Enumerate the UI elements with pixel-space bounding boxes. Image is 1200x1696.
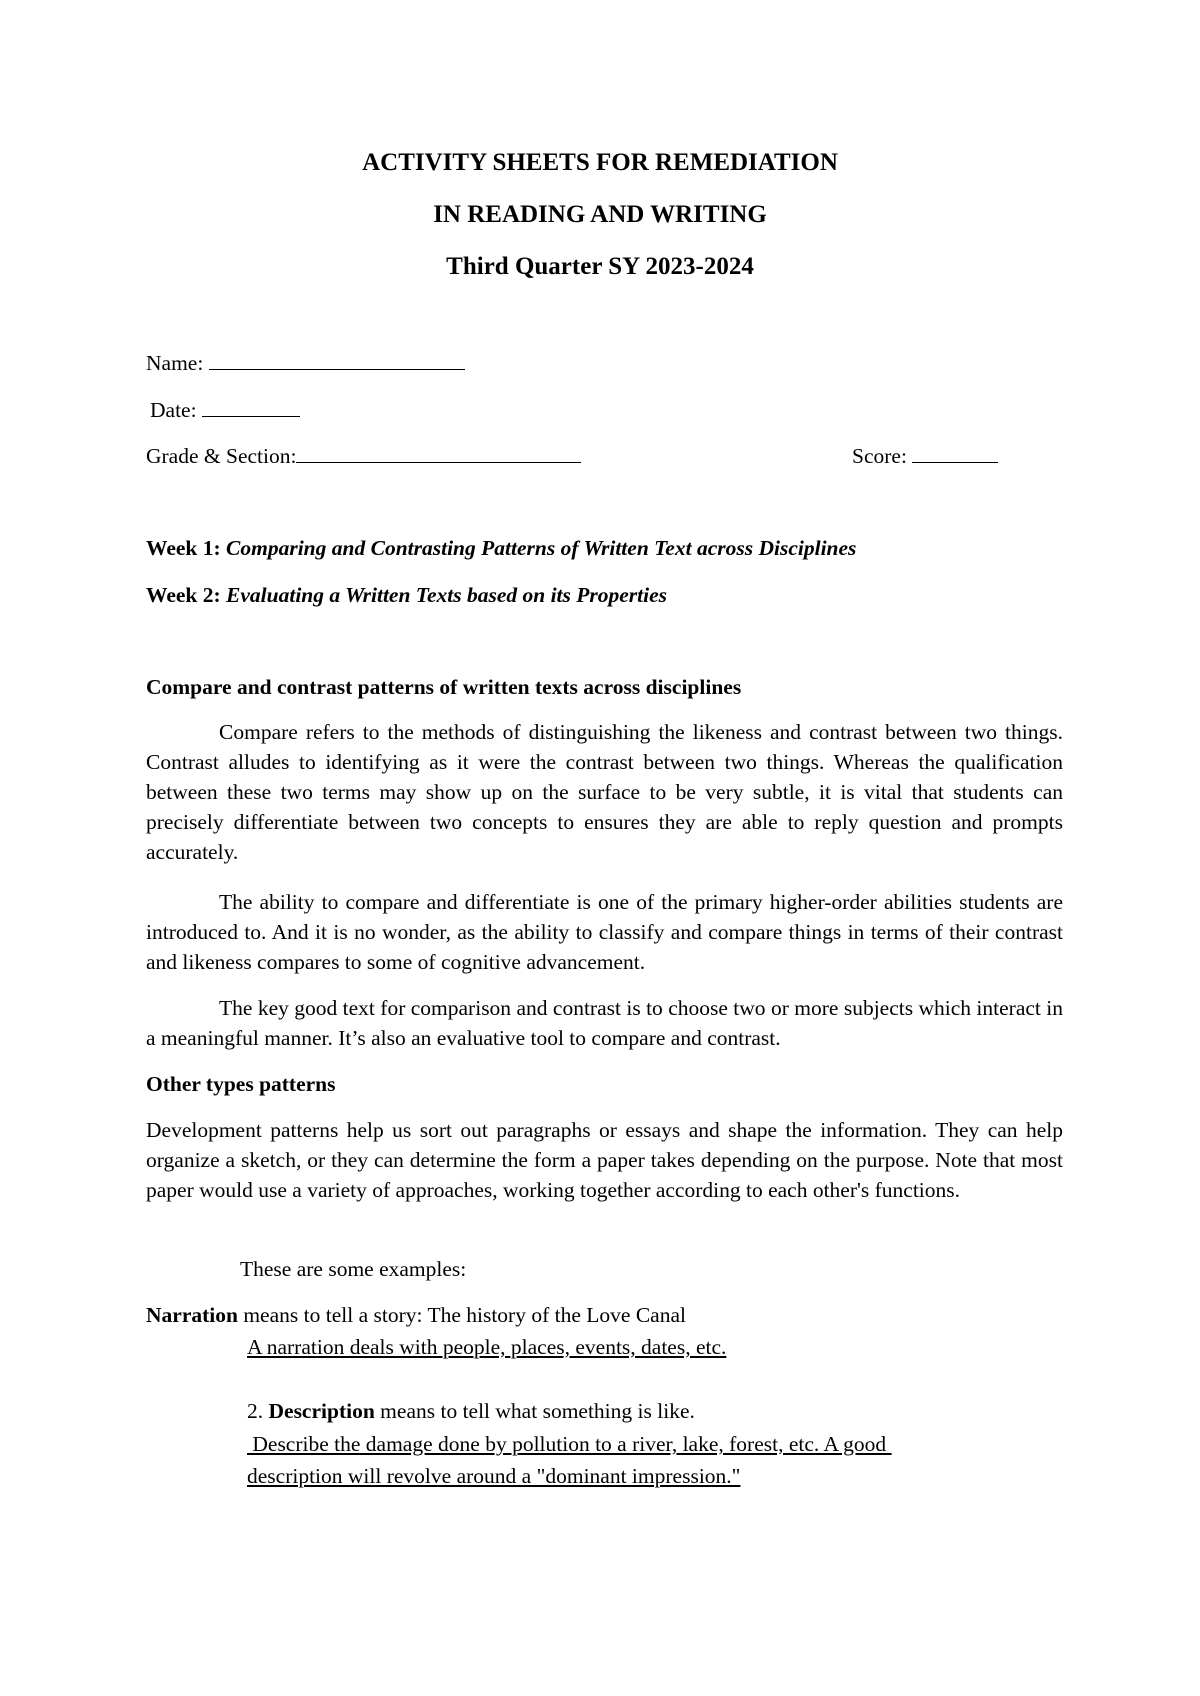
date-label: Date:	[150, 398, 197, 422]
narration-definition: means to tell a story: The history of the Love Canal	[237, 1303, 686, 1327]
date-field	[150, 394, 300, 425]
title-line-3: Third Quarter SY 2023-2024	[446, 253, 754, 280]
grade-section-label: Grade & Section:	[146, 444, 297, 468]
score-field	[852, 440, 998, 471]
document-title	[0, 146, 1200, 302]
description-definition: means to tell what something is like.	[374, 1399, 695, 1423]
week-1-label: Week 1:	[146, 536, 221, 560]
score-label: Score:	[852, 444, 907, 468]
section-2-paragraph: Development patterns help us sort out paragraphs or essays and shape the information. They can help organize a sketch, or they can determine the form a paper takes depending on the purpose. Note that most paper would use a variety of approaches, working together according to each other's functions.	[146, 1118, 1063, 1202]
title-line-1: ACTIVITY SHEETS FOR REMEDIATION	[362, 149, 838, 176]
narration-detail: A narration deals with people, places, events, dates, etc.	[247, 1335, 727, 1359]
description-term: Description	[268, 1399, 375, 1423]
week-1-topic: Comparing and Contrasting Patterns of Written Text across Disciplines	[226, 536, 857, 560]
section-1-heading: Compare and contrast patterns of written texts across disciplines	[146, 675, 742, 699]
date-blank[interactable]	[202, 394, 300, 417]
grade-section-field	[146, 440, 581, 471]
section-1-paragraph-3: The key good text for comparison and contrast is to choose two or more subjects which interact in a meaningful manner. It’s also an evaluative tool to compare and contrast.	[146, 996, 1063, 1050]
week-1-line	[146, 533, 856, 563]
examples-intro: These are some examples:	[240, 1257, 467, 1281]
narration-term: Narration	[146, 1303, 238, 1327]
grade-section-blank[interactable]	[296, 440, 581, 463]
name-blank[interactable]	[209, 347, 465, 370]
week-2-topic: Evaluating a Written Texts based on its Properties	[226, 583, 668, 607]
description-detail-line-2: description will revolve around a "dominant impression."	[247, 1464, 741, 1488]
week-2-label: Week 2:	[146, 583, 221, 607]
name-label: Name:	[146, 351, 204, 375]
description-detail-line-1: Describe the damage done by pollution to a river, lake, forest, etc. A good	[247, 1432, 892, 1456]
section-1-paragraph-2: The ability to compare and differentiate is one of the primary higher-order abilities students are introduced to. And it is no wonder, as the ability to classify and compare things in terms of their contrast and likeness compares to some of cognitive advancement.	[146, 890, 1063, 974]
title-line-2: IN READING AND WRITING	[433, 201, 767, 228]
narration-line	[146, 1300, 686, 1330]
description-number: 2.	[247, 1399, 269, 1423]
section-1-paragraph-1: Compare refers to the methods of distinguishing the likeness and contrast between two things. Contrast alludes to identifying as it were the contrast between two things. Whereas the qualification between these two terms may show up on the surface to be very subtle, it is vital that students can precisely differentiate between two concepts to ensures they are able to reply question and prompts accurately.	[146, 720, 1063, 864]
name-field	[146, 347, 465, 378]
section-2-heading: Other types patterns	[146, 1072, 336, 1096]
week-2-line	[146, 580, 667, 610]
description-line	[247, 1396, 695, 1427]
score-blank[interactable]	[912, 440, 998, 463]
